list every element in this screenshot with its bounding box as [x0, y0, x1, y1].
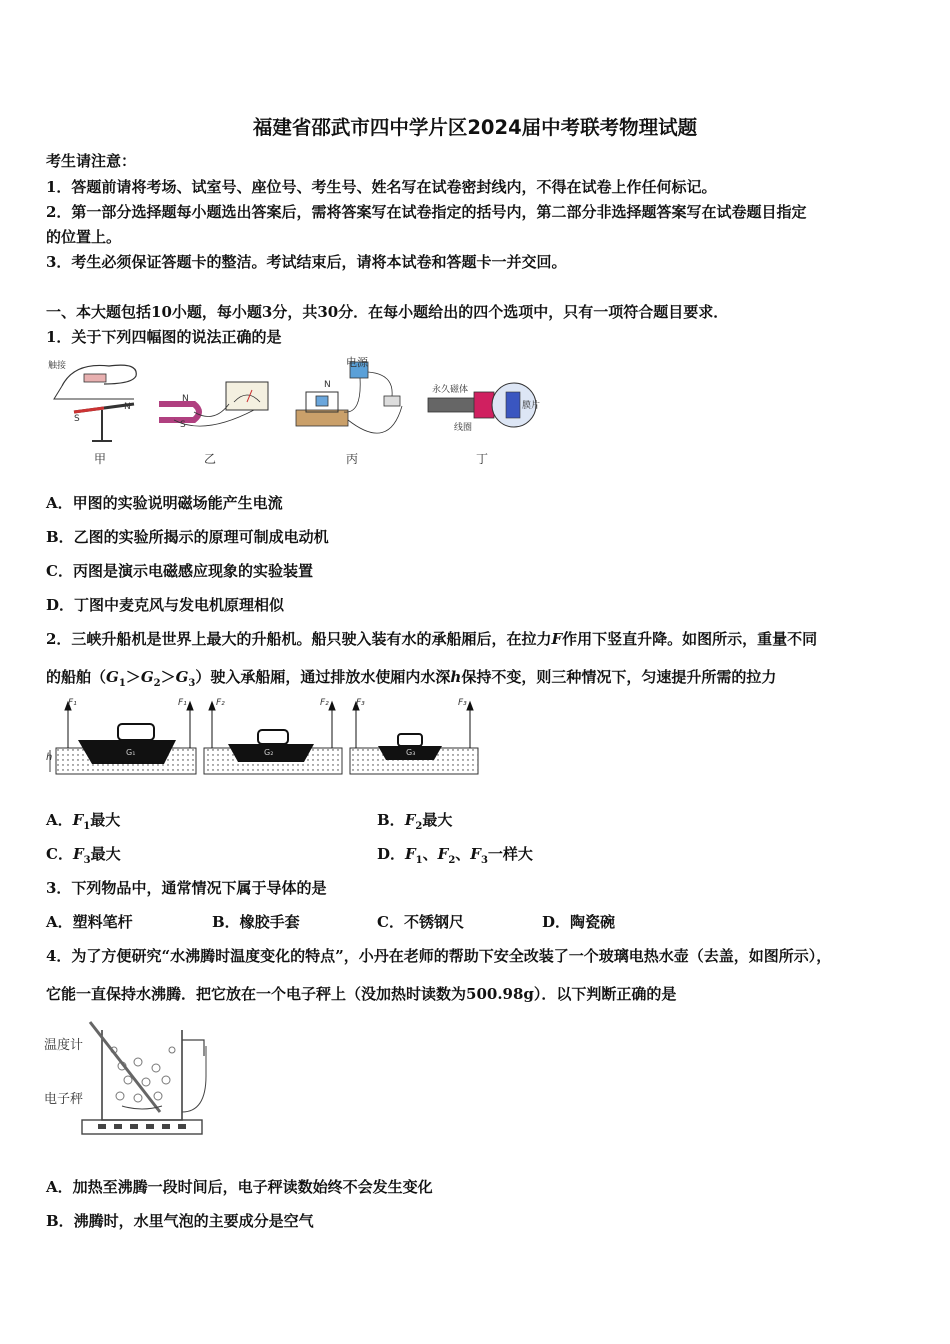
question-4-line-2: 它能一直保持水沸腾．把它放在一个电子秤上（没加热时读数为500.98g）．以下判断正确的是	[46, 985, 677, 1003]
q1-label-coil: 线圈	[454, 423, 473, 433]
question-2-line-2: 的船舶$(G_1>G_2>G_3)$驶入承船厢，通过排放水使厢内水深h保持不变，则三种情况下，匀速提升所需的拉力	[46, 668, 777, 689]
q4-fig-thermometer-label: 温度计	[44, 1038, 84, 1053]
q2-option-a: A．$F_1$最大	[46, 811, 121, 832]
q1-option-d: D．丁图中麦克风与发电机原理相似	[46, 596, 285, 614]
q2-fig-f1-right: F₁	[178, 698, 187, 708]
q2-fig-f3-right: F₃	[458, 698, 467, 708]
notice-item-2: 2．第一部分选择题每小题选出答案后，需将答案写在试卷指定的括号内，第二部分非选择题答案写在试卷题目指定	[46, 203, 807, 221]
q2-fig-g2: G₂	[264, 748, 274, 757]
question-2-line-1: 2．三峡升船机是世界上最大的升船机。船只驶入装有水的承船厢后，在拉力F作用下竖直升降。如图所示，重量不同	[46, 630, 818, 648]
question-3-stem: 3．下列物品中，通常情况下属于导体的是	[46, 879, 327, 897]
q3-option-a: A．塑料笔杆	[46, 913, 133, 931]
notice-heading: 考生请注意：	[46, 152, 137, 170]
q1-label-membrane: 膜片	[522, 401, 541, 411]
q2-option-d: D．$F_1$、$F_2$、$F_3$一样大	[377, 845, 533, 866]
notice-item-1: 1．答题前请将考场、试室号、座位号、考生号、姓名写在试卷密封线内，不得在试卷上作任何标记。	[46, 178, 717, 196]
q1-label-n-bing: N	[324, 380, 331, 390]
q2-fig-h: h	[46, 752, 53, 763]
q3-option-b: B．橡胶手套	[212, 913, 300, 931]
q1-label-touch: 触接	[48, 361, 67, 371]
notice-item-2-cont: 的位置上。	[46, 228, 122, 246]
q1-label-n-yi: N	[182, 394, 189, 404]
q1-option-b: B．乙图的实验所揭示的原理可制成电动机	[46, 528, 329, 546]
q1-figure	[44, 354, 544, 466]
q4-figure	[42, 1016, 222, 1140]
q2-fig-f2-left: F₂	[216, 698, 225, 708]
q2-fig-g3: G₃	[406, 748, 416, 757]
section-1-instructions: 一、本大题包括10小题，每小题3分，共30分．在每小题给出的四个选项中，只有一项符合题目要求．	[46, 303, 729, 321]
q1-fig-label-jia: 甲	[94, 452, 107, 466]
q3-option-d: D．陶瓷碗	[542, 913, 616, 931]
q2-fig-f2-right: F₂	[320, 698, 329, 708]
q1-fig-label-bing: 丙	[346, 452, 359, 466]
q1-label-s-yi: S	[180, 420, 186, 430]
q1-fig-label-ding: 丁	[476, 452, 489, 466]
q1-label-power: 电源	[346, 356, 368, 369]
q4-option-b: B．沸腾时，水里气泡的主要成分是空气	[46, 1212, 314, 1230]
q3-option-c: C．不锈钢尺	[377, 913, 464, 931]
exam-title: 福建省邵武市四中学片区2024届中考联考物理试题	[252, 116, 698, 139]
q4-fig-scale-label: 电子秤	[44, 1092, 84, 1107]
q2-figure	[46, 698, 482, 778]
q1-fig-label-yi: 乙	[204, 452, 217, 466]
notice-item-3: 3．考生必须保证答题卡的整洁。考试结束后，请将本试卷和答题卡一并交回。	[46, 253, 567, 271]
q1-label-s-jia: S	[74, 414, 80, 424]
q1-option-c: C．丙图是演示电磁感应现象的实验装置	[46, 562, 313, 580]
question-1-stem: 1．关于下列四幅图的说法正确的是	[46, 328, 282, 346]
q4-option-a: A．加热至沸腾一段时间后，电子秤读数始终不会发生变化	[46, 1178, 433, 1196]
q2-fig-g1: G₁	[126, 748, 136, 757]
q1-label-n-jia: N	[124, 402, 131, 412]
question-4-line-1: 4．为了方便研究“水沸腾时温度变化的特点”，小丹在老师的帮助下安全改装了一个玻璃电热水壶（去盖，如图所示），	[46, 947, 832, 965]
q1-option-a: A．甲图的实验说明磁场能产生电流	[46, 494, 283, 512]
q2-option-c: C．$F_3$最大	[46, 845, 121, 866]
q2-fig-f1-left: F₁	[68, 698, 77, 708]
q2-option-b: B．$F_2$最大	[377, 811, 453, 832]
q1-label-magnet: 永久磁体	[432, 385, 469, 395]
q2-fig-f3-left: F₃	[356, 698, 365, 708]
